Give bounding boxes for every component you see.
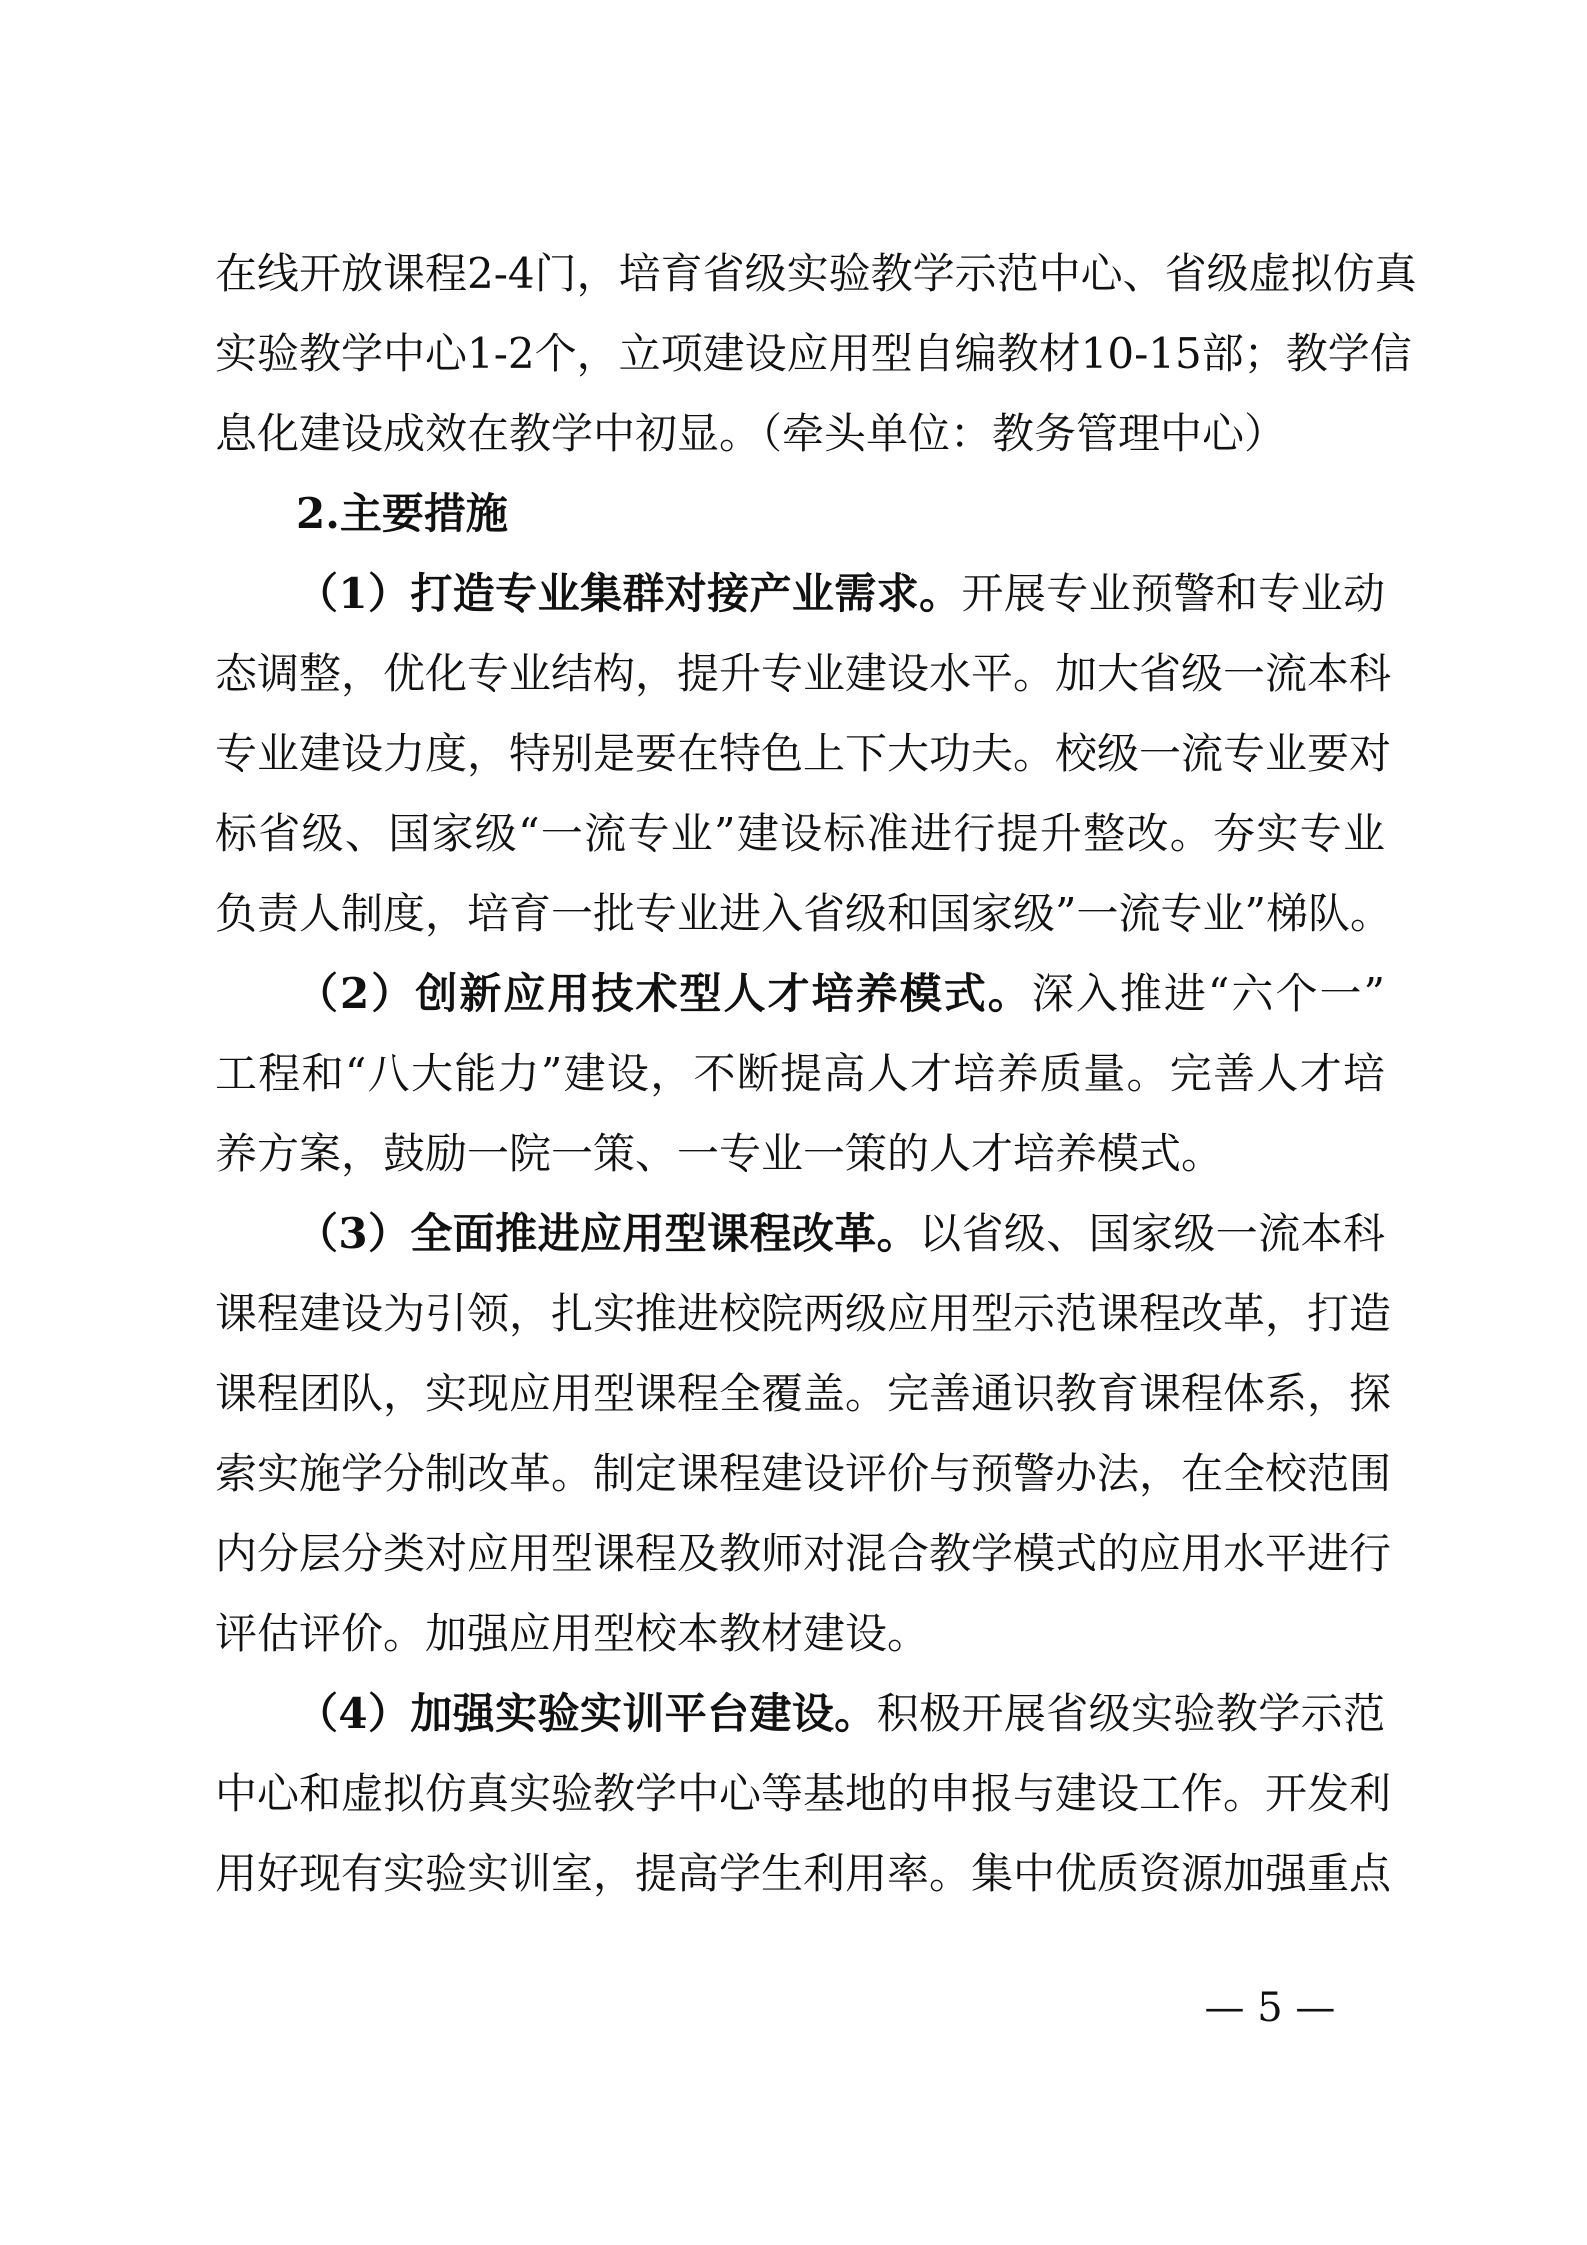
paragraph-text: 积极开展省级实验教学示范	[876, 1689, 1385, 1738]
body-line: 息化建设成效在教学中初显。（牵头单位：教务管理中心）	[215, 409, 1287, 458]
body-line: 评估评价。加强应用型校本教材建设。	[215, 1609, 930, 1658]
body-line: 工程和“八大能力”建设，不断提高人才培养质量。完善人才培	[215, 1049, 1385, 1098]
body-line: 索实施学分制改革。制定课程建设评价与预警办法，在全校范围	[215, 1449, 1392, 1498]
paragraph-heading: （4）加强实验实训平台建设。	[296, 1689, 877, 1738]
body-line: 课程建设为引领，扎实推进校院两级应用型示范课程改革，打造	[215, 1289, 1392, 1338]
paragraph-first-line	[296, 958, 1385, 1030]
paragraph-first-line	[296, 1198, 1385, 1270]
paragraph-heading: （3）全面推进应用型课程改革。	[296, 1209, 920, 1258]
body-line: 负责人制度，培育一批专业进入省级和国家级”一流专业”梯队。	[215, 889, 1392, 938]
body-line: 专业建设力度，特别是要在特色上下大功夫。校级一流专业要对	[215, 729, 1392, 778]
body-line: 内分层分类对应用型课程及教师对混合教学模式的应用水平进行	[215, 1529, 1392, 1578]
paragraph-text: 开展专业预警和专业动	[961, 569, 1385, 618]
body-line: 用好现有实验实训室，提高学生利用率。集中优质资源加强重点	[215, 1849, 1392, 1898]
body-line: 标省级、国家级“一流专业”建设标准进行提升整改。夯实专业	[215, 809, 1385, 858]
paragraph-first-line	[296, 558, 1385, 630]
section-heading: 2.主要措施	[296, 489, 508, 538]
paragraph-text: 深入推进“六个一”	[1031, 969, 1385, 1018]
body-line: 养方案，鼓励一院一策、一专业一策的人才培养模式。	[215, 1129, 1224, 1178]
paragraph-first-line	[296, 1678, 1385, 1750]
paragraph-heading: （2）创新应用技术型人才培养模式。	[296, 969, 1032, 1018]
body-line: 在线开放课程2-4门，培育省级实验教学示范中心、省级虚拟仿真	[215, 249, 1417, 298]
page-number: — 5 —	[1204, 1985, 1336, 2031]
paragraph-heading: （1）打造专业集群对接产业需求。	[296, 569, 962, 618]
body-line: 课程团队，实现应用型课程全覆盖。完善通识教育课程体系，探	[215, 1369, 1392, 1418]
paragraph-text: 以省级、国家级一流本科	[919, 1209, 1385, 1258]
body-line: 实验教学中心1-2个，立项建设应用型自编教材10-15部；教学信	[215, 329, 1412, 378]
body-line: 中心和虚拟仿真实验教学中心等基地的申报与建设工作。开发利	[215, 1769, 1392, 1818]
body-line: 态调整，优化专业结构，提升专业建设水平。加大省级一流本科	[215, 649, 1392, 698]
